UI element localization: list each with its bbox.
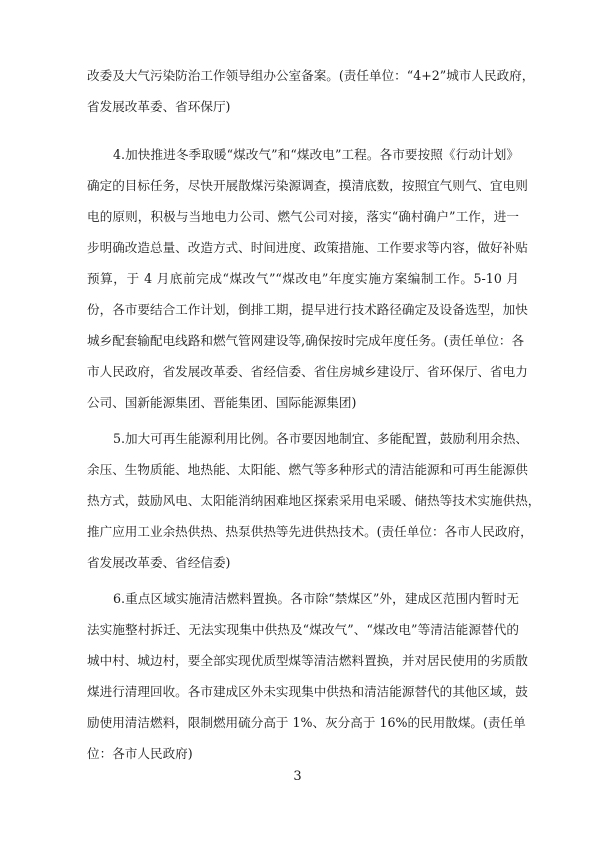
text-line: 步明确改造总量、改造方式、时间进度、政策措施、工作要求等内容，做好补贴 [87,240,528,255]
paragraph-heading-line: 5.加大可再生能源利用比例。各市要因地制宜、多能配置，鼓励利用余热、 [113,431,529,446]
text-line: 省发展改革委、省经信委) [87,555,231,570]
text-line: 煤进行清理回收。各市建成区外未实现集中供热和清洁能源替代的其他区域，鼓 [87,684,528,699]
text-line: 确定的目标任务，尽快开展散煤污染源调查，摸清底数，按照宜气则气、宜电则 [87,178,528,193]
text-line: 法实施整村拆迁、无法实现集中供热及“煤改气”、“煤改电”等清洁能源替代的 [87,622,519,637]
page-number: 3 [293,769,302,784]
text-line: 份，各市要结合工作计划，倒排工期，提早进行技术路径确定及设备选型，加快 [87,302,528,317]
text-line: 公司、国新能源集团、晋能集团、国际能源集团) [87,395,357,410]
text-line: 余压、生物质能、地热能、太阳能、燃气等多种形式的清洁能源和可再生能源供 [87,462,528,477]
text-line: 位：各市人民政府) [87,746,193,761]
text-line: 省发展改革委、省环保厅) [87,99,231,114]
text-line: 城乡配套输配电线路和燃气管网建设等,确保按时完成年度任务。(责任单位：各 [87,333,525,348]
text-line: 励使用清洁燃料，限制燃用硫分高于 1%、灰分高于 16%的民用散煤。(责任单 [87,715,526,730]
text-line: 改委及大气污染防治工作领导组办公室备案。(责任单位：“4+2”城市人民政府， [87,68,535,83]
paragraph-heading-line: 6.重点区域实施清洁燃料置换。各市除“禁煤区”外，建成区范围内暂时无 [113,591,519,606]
text-line: 热方式，鼓励风电、太阳能消纳困难地区探索采用电采暖、储热等技术实施供热， [87,493,541,508]
text-line: 预算，于 4 月底前完成“煤改气”“煤改电”年度实施方案编制工作。5-10 月 [87,271,519,286]
text-line: 推广应用工业余热供热、热泵供热等先进供热技术。(责任单位：各市人民政府， [87,524,533,539]
text-line: 市人民政府，省发展改革委、省经信委、省住房城乡建设厅、省环保厅、省电力 [87,364,528,379]
paragraph-heading-line: 4.加快推进冬季取暖“煤改气”和“煤改电”工程。各市要按照《行动计划》 [113,147,519,162]
text-line: 电的原则，积极与当地电力公司、燃气公司对接，落实“确村确户”工作，进一 [87,209,519,224]
text-line: 城中村、城边村，要全部实现优质型煤等清洁燃料置换，并对居民使用的劣质散 [87,653,528,668]
